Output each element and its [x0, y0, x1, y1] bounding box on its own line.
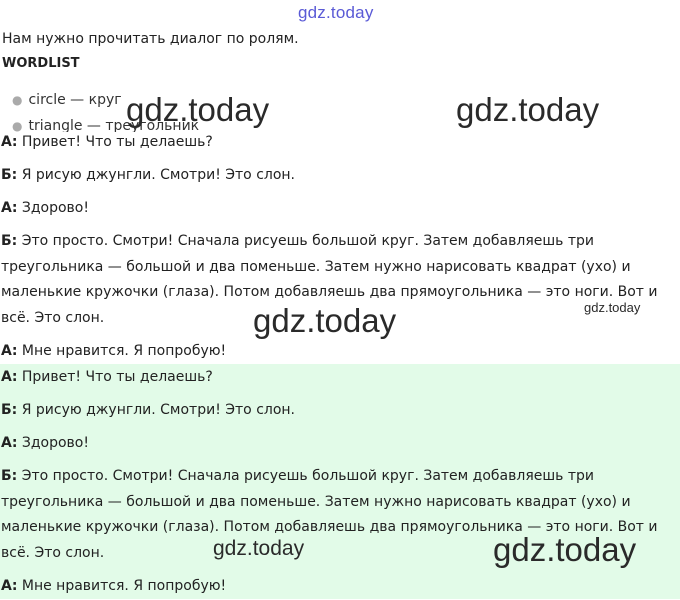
wordlist-item-text: triangle — треугольник	[28, 118, 200, 132]
dialog-line	[1, 196, 673, 222]
watermark: gdz.today	[584, 300, 641, 315]
dialog-text: Это просто. Смотри! Сначала рисуешь большой круг. Затем добавляешь три треугольника — большой и два поменьше. Затем нужно нарисовать квадрат (ухо) и маленькие кружочки (глаза). Потом добавляешь два прямоугольника — это ноги. Вот и всё. Это слон.	[1, 468, 658, 561]
bullet-icon: ●	[12, 93, 23, 107]
dialog-text: Здорово!	[17, 200, 89, 216]
dialog-line	[1, 163, 673, 189]
watermark: gdz.today	[493, 531, 637, 568]
dialog-text: Я рисую джунгли. Смотри! Это слон.	[17, 167, 296, 183]
speaker-label: Б:	[1, 402, 18, 418]
watermark: gdz.today	[126, 91, 270, 128]
watermark: gdz.today	[253, 302, 397, 339]
wordlist-item	[12, 92, 122, 108]
dialog-text: Здорово!	[17, 435, 89, 451]
dialog-text: Я рисую джунгли. Смотри! Это слон.	[17, 402, 296, 418]
dialog-line	[1, 398, 673, 424]
speaker-label: А:	[1, 343, 18, 359]
watermark: gdz.today	[213, 537, 305, 560]
speaker-label: Б:	[1, 233, 18, 249]
dialog-text: Привет! Что ты делаешь?	[17, 134, 213, 150]
dialog-text: Мне нравится. Я попробую!	[17, 343, 227, 359]
intro-text: Нам нужно прочитать диалог по ролям.	[2, 31, 299, 47]
dialog-line	[1, 574, 673, 600]
wordlist-title: WORDLIST	[2, 56, 80, 71]
dialog-line	[1, 431, 673, 457]
dialog-text: Мне нравится. Я попробую!	[17, 578, 227, 594]
watermark: gdz.today	[456, 91, 600, 128]
speaker-label: А:	[1, 200, 18, 216]
wordlist-item-text: circle — круг	[28, 92, 122, 108]
dialog-text: Это просто. Смотри! Сначала рисуешь большой круг. Затем добавляешь три треугольника — большой и два поменьше. Затем нужно нарисовать квадрат (ухо) и маленькие кружочки (глаза). Потом добавляешь два прямоугольника — это ноги. Вот и всё. Это слон.	[1, 233, 658, 326]
dialog-text: Привет! Что ты делаешь?	[17, 369, 213, 385]
speaker-label: Б:	[1, 167, 18, 183]
watermark-top: gdz.today	[298, 3, 374, 22]
speaker-label: А:	[1, 369, 18, 385]
bullet-icon: ●	[12, 119, 23, 132]
speaker-label: А:	[1, 134, 18, 150]
dialog-line	[1, 365, 673, 391]
speaker-label: Б:	[1, 468, 18, 484]
dialog-line	[1, 130, 673, 156]
speaker-label: А:	[1, 435, 18, 451]
dialog-line	[1, 339, 673, 365]
speaker-label: А:	[1, 578, 18, 594]
